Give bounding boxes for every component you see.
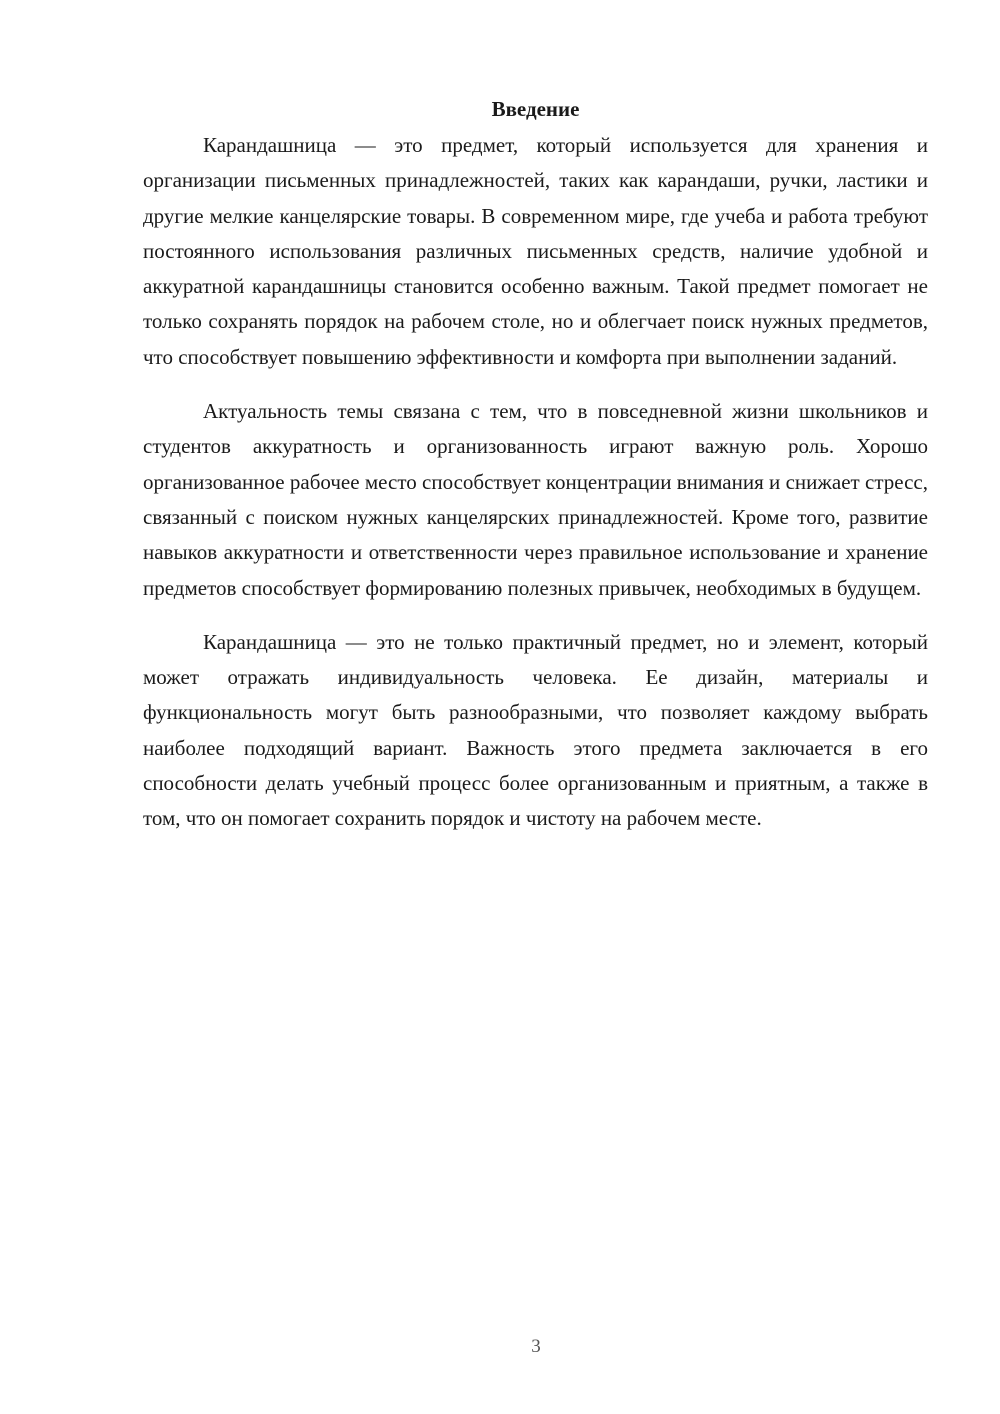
page-content xyxy=(143,92,928,856)
paragraph-1: Карандашница — это предмет, который используется для хранения и организации письменных принадлежностей, таких как карандаши, ручки, ластики и другие мелкие канцелярские товары. В современном мире, где учеба и работа требуют постоянного использования различных письменных средств, наличие удобной и аккуратной карандашницы становится особенно важным. Такой предмет помогает не только сохранять порядок на рабочем столе, но и облегчает поиск нужных предметов, что способствует повышению эффективности и комфорта при выполнении заданий. xyxy=(143,133,928,369)
section-heading: Введение xyxy=(491,97,580,121)
paragraph-3: Карандашница — это не только практичный предмет, но и элемент, который может отражать индивидуальность человека. Ее дизайн, материалы и функциональность могут быть разнообразными, что позволяет каждому выбрать наиболее подходящий вариант. Важность этого предмета заключается в его способности делать учебный процесс более организованным и приятным, а также в том, что он помогает сохранить порядок и чистоту на рабочем месте. xyxy=(143,629,928,831)
page-number: 3 xyxy=(531,1336,541,1357)
paragraph-2: Актуальность темы связана с тем, что в повседневной жизни школьников и студентов аккуратность и организованность играют важную роль. Хорошо организованное рабочее место способствует концентрации внимания и снижает стресс, связанный с поиском нужных канцелярских принадлежностей. Кроме того, развитие навыков аккуратности и ответственности через правильное использование и хранение предметов способствует формированию полезных привычек, необходимых в будущем. xyxy=(143,399,928,600)
